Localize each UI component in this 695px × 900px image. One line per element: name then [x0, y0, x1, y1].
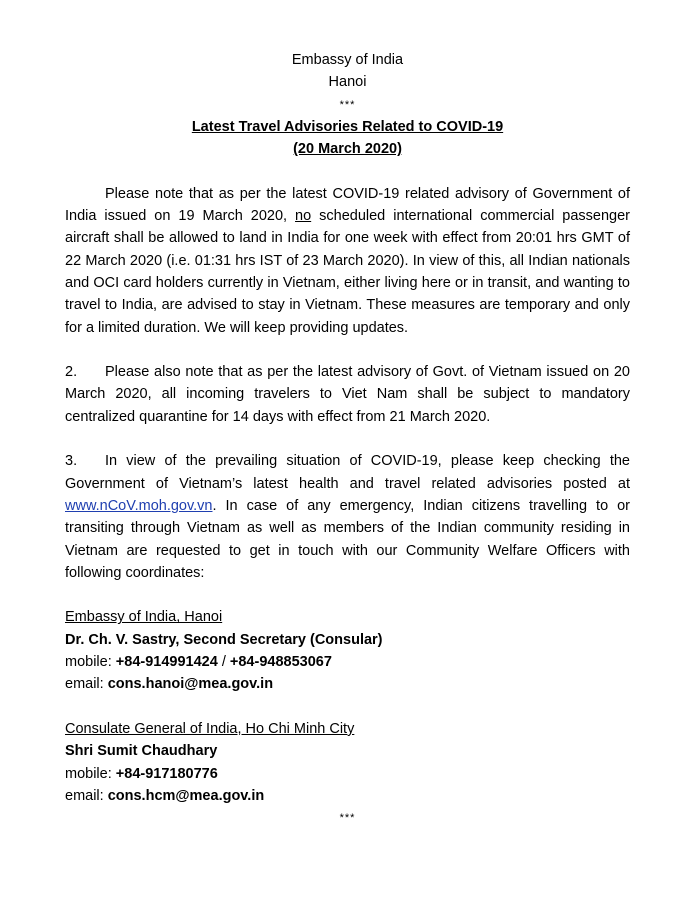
email-label: email:: [65, 787, 108, 804]
spacer: [65, 339, 630, 361]
header-separator: ***: [339, 98, 356, 111]
paragraph-1: [65, 183, 630, 339]
email-address: cons.hanoi@mea.gov.in: [107, 676, 274, 693]
paragraph-3-text-a: In view of the prevailing situation of COVID-19, please keep checking the Government of Vietnam’s latest health and travel related advisories posted at: [65, 453, 630, 492]
paragraph-3: [65, 450, 630, 584]
mobile-number: +84-917180776: [115, 765, 218, 782]
org-city: Hanoi: [328, 74, 367, 91]
paragraph-2-text: Please also note that as per the latest advisory of Govt. of Vietnam issued on 20 March 2020, all incoming travelers to Viet Nam shall be subject to mandatory centralized quarantine for 14 days with effect from 21 March 2020.: [65, 364, 630, 425]
letterhead: [65, 49, 630, 160]
contact-office-hanoi: Embassy of India, Hanoi: [65, 609, 223, 626]
spacer: [65, 428, 630, 450]
paragraph-3-number: 3.: [65, 453, 78, 470]
email-address: cons.hcm@mea.gov.in: [107, 787, 265, 804]
org-name: Embassy of India: [291, 52, 404, 68]
contact-name-hcm: Shri Sumit Chaudhary: [65, 743, 218, 760]
mobile-number-1: +84-914991424: [115, 654, 218, 671]
spacer: [65, 584, 630, 606]
emphasis-no: no: [295, 208, 312, 225]
contact-name-hanoi: Dr. Ch. V. Sastry, Second Secretary (Consular): [65, 631, 383, 648]
document-date: (20 March 2020): [293, 141, 402, 158]
mobile-label: mobile:: [65, 765, 116, 782]
paragraph-2: [65, 361, 630, 428]
email-label: email:: [65, 676, 108, 693]
contact-office-hcm: Consulate General of India, Ho Chi Minh City: [65, 720, 355, 737]
paragraph-2-number: 2.: [65, 364, 78, 381]
document-body: [65, 49, 630, 829]
mobile-separator: /: [217, 654, 230, 671]
paragraph-1-text-b: scheduled international commercial passenger aircraft shall be allowed to land in India for one week with effect from 20:01 hrs GMT of 22 March 2020 (i.e. 01:31 hrs IST of 23 March 2020). In view of this, all Indian nationals and OCI card holders currently in Vietnam, either living here or in transit, and wanting to travel to India, are advised to stay in Vietnam. These measures are temporary and only for a limited duration. We will keep providing updates.: [65, 208, 631, 336]
mobile-label: mobile:: [65, 654, 116, 671]
contact-email-hcm: [65, 785, 630, 807]
spacer: [65, 160, 630, 182]
spacer: [65, 696, 630, 718]
contact-mobile-hcm: [65, 763, 630, 785]
contact-block-hanoi: [65, 606, 630, 695]
document-title: Latest Travel Advisories Related to COVID-19: [191, 118, 504, 135]
advisory-link[interactable]: www.nCoV.moh.gov.vn: [65, 497, 213, 514]
mobile-number-2: +84-948853067: [229, 654, 332, 671]
contact-mobile-hanoi: [65, 651, 630, 673]
footer-separator: ***: [339, 812, 356, 825]
contact-email-hanoi: [65, 673, 630, 695]
paragraph-1-text-a: Please note that as per the latest COVID-19 related advisory of Government of India issued on 19 March 2020,: [65, 185, 630, 225]
contact-block-hcm: [65, 718, 630, 807]
paragraph-3-text-b: . In case of any emergency, Indian citizens travelling to or transiting through Vietnam as well as members of the Indian community residing in Vietnam are requested to get in touch with our Community Welfare Officers with following coordinates:: [65, 497, 630, 581]
